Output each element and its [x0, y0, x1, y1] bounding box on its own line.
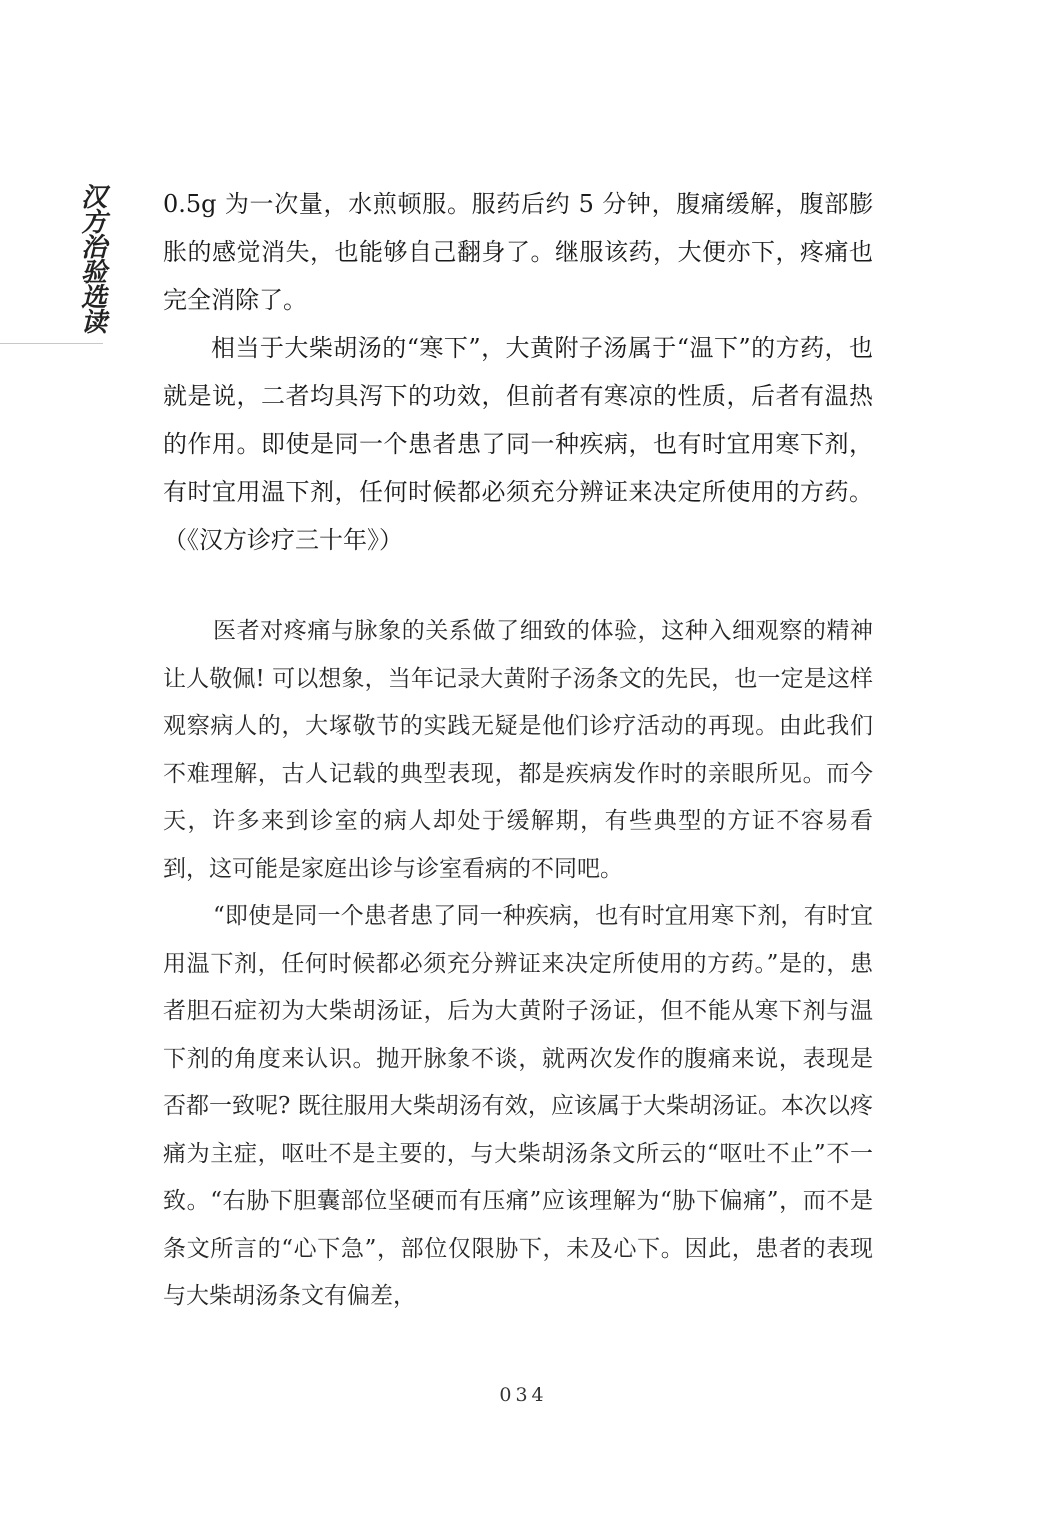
book-title-char: 治 [80, 233, 107, 263]
case-paragraph: 相当于大柴胡汤的“寒下”，大黄附子汤属于“温下”的方药，也就是说，二者均具泻下的功效，但前者有寒凉的性质，后者有温热的作用。即使是同一个患者患了同一种疾病，也有时宜用寒下剂，有时宜用温下剂，任何时候都必须充分辨证来决定所使用的方药。（《汉方诊疗三十年》） [163, 334, 873, 554]
commentary-paragraph: “即使是同一个患者患了同一种疾病，也有时宜用寒下剂，有时宜用温下剂，任何时候都必须充分辨证来决定所使用的方药。”是的，患者胆石症初为大柴胡汤证，后为大黄附子汤证，但不能从寒下剂与温下剂的角度来认识。抛开脉象不谈，就两次发作的腹痛来说，表现是否都一致呢? 既往服用大柴胡汤有效，应该属于大柴胡汤证。本次以疼痛为主症，呕吐不是主要的，与大柴胡汤条文所云的“呕吐不止”不一致。“右胁下胆囊部位坚硬而有压痛”应该理解为“胁下偏痛”，而不是条文所言的“心下急”，部位仅限胁下，未及心下。因此，患者的表现与大柴胡汤条文有偏差， [163, 903, 873, 1309]
page-number: 034 [499, 1384, 548, 1406]
book-title-char: 选 [80, 283, 107, 313]
book-title-char: 方 [80, 208, 107, 238]
book-title-char: 读 [80, 308, 107, 338]
case-paragraph-continued: 0.5g 为一次量，水煎顿服。服药后约 5 分钟，腹痛缓解，腹部膨胀的感觉消失，也能够自己翻身了。继服该药，大便亦下，疼痛也完全消除了。 [163, 190, 873, 314]
sidebar-divider [0, 343, 103, 344]
commentary-block [163, 608, 873, 1321]
book-title-char: 汉 [80, 183, 107, 213]
case-text-block [163, 180, 873, 564]
book-title-vertical [76, 183, 112, 338]
commentary-paragraph: 医者对疼痛与脉象的关系做了细致的体验，这种入细观察的精神让人敬佩! 可以想象，当年记录大黄附子汤条文的先民，也一定是这样观察病人的，大塚敬节的实践无疑是他们诊疗活动的再现。由此我们不难理解，古人记载的典型表现，都是疾病发作时的亲眼所见。而今天，许多来到诊室的病人却处于缓解期，有些典型的方证不容易看到，这可能是家庭出诊与诊室看病的不同吧。 [163, 618, 873, 882]
book-title-char: 验 [80, 258, 107, 288]
